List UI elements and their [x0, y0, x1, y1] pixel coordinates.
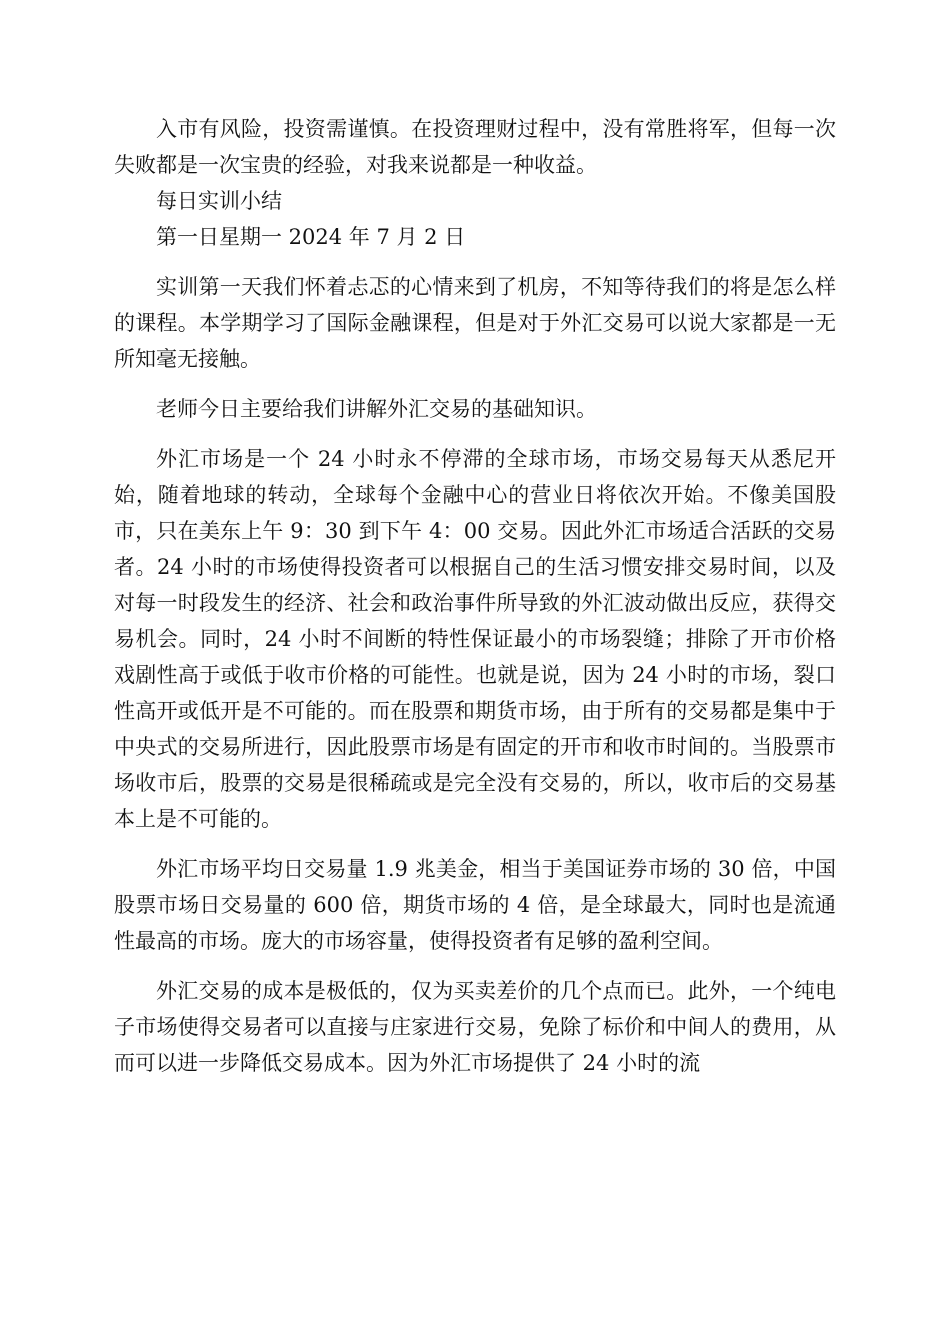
paragraph-forex-market: 外汇市场是一个 24 小时永不停滞的全球市场，市场交易每天从悉尼开始，随着地球的转动，全球每个金融中心的营业日将依次开始。不像美国股市，只在美东上午 9：30 到下午 4：00 交易。因此外汇市场适合活跃的交易者。24 小时的市场使得投资者可以根据自己的生活习惯安排交易时间，以及对每一时段发生的经济、社会和政治事件所导致的外汇波动做出反应，获得交易机会。同时，24 小时不间断的特性保证最小的市场裂缝；排除了开市价格戏剧性高于或低于收市价格的可能性。也就是说，因为 24 小时的市场，裂口性高开或低开是不可能的。而在股票和期货市场，由于所有的交易都是集中于中央式的交易所进行，因此股票市场是有固定的开市和收市时间的。当股票市场收市后，股票的交易是很稀疏或是完全没有交易的，所以，收市后的交易基本上是不可能的。 — [114, 447, 836, 831]
paragraph-cost: 外汇交易的成本是极低的，仅为买卖差价的几个点而已。此外，一个纯电子市场使得交易者可以直接与庄家进行交易，免除了标价和中间人的费用，从而可以进一步降低交易成本。因为外汇市场提供了 24 小时的流 — [114, 979, 836, 1075]
paragraph-first-day: 实训第一天我们怀着忐忑的心情来到了机房，不知等待我们的将是怎么样的课程。本学期学习了国际金融课程，但是对于外汇交易可以说大家都是一无所知毫无接触。 — [114, 275, 836, 371]
paragraph-teacher: 老师今日主要给我们讲解外汇交易的基础知识。 — [156, 397, 597, 421]
paragraph-volume: 外汇市场平均日交易量 1.9 兆美金，相当于美国证券市场的 30 倍，中国股票市场日交易量的 600 倍，期货市场的 4 倍，是全球最大，同时也是流通性最高的市场。庞大的市场容量，使得投资者有足够的盈利空间。 — [114, 857, 836, 953]
document-page — [114, 111, 836, 1081]
section-heading: 每日实训小结 — [156, 189, 282, 213]
day-heading: 第一日星期一 2024 年 7 月 2 日 — [156, 225, 466, 249]
paragraph-risk: 入市有风险，投资需谨慎。在投资理财过程中，没有常胜将军，但每一次失败都是一次宝贵的经验，对我来说都是一种收益。 — [114, 117, 836, 177]
